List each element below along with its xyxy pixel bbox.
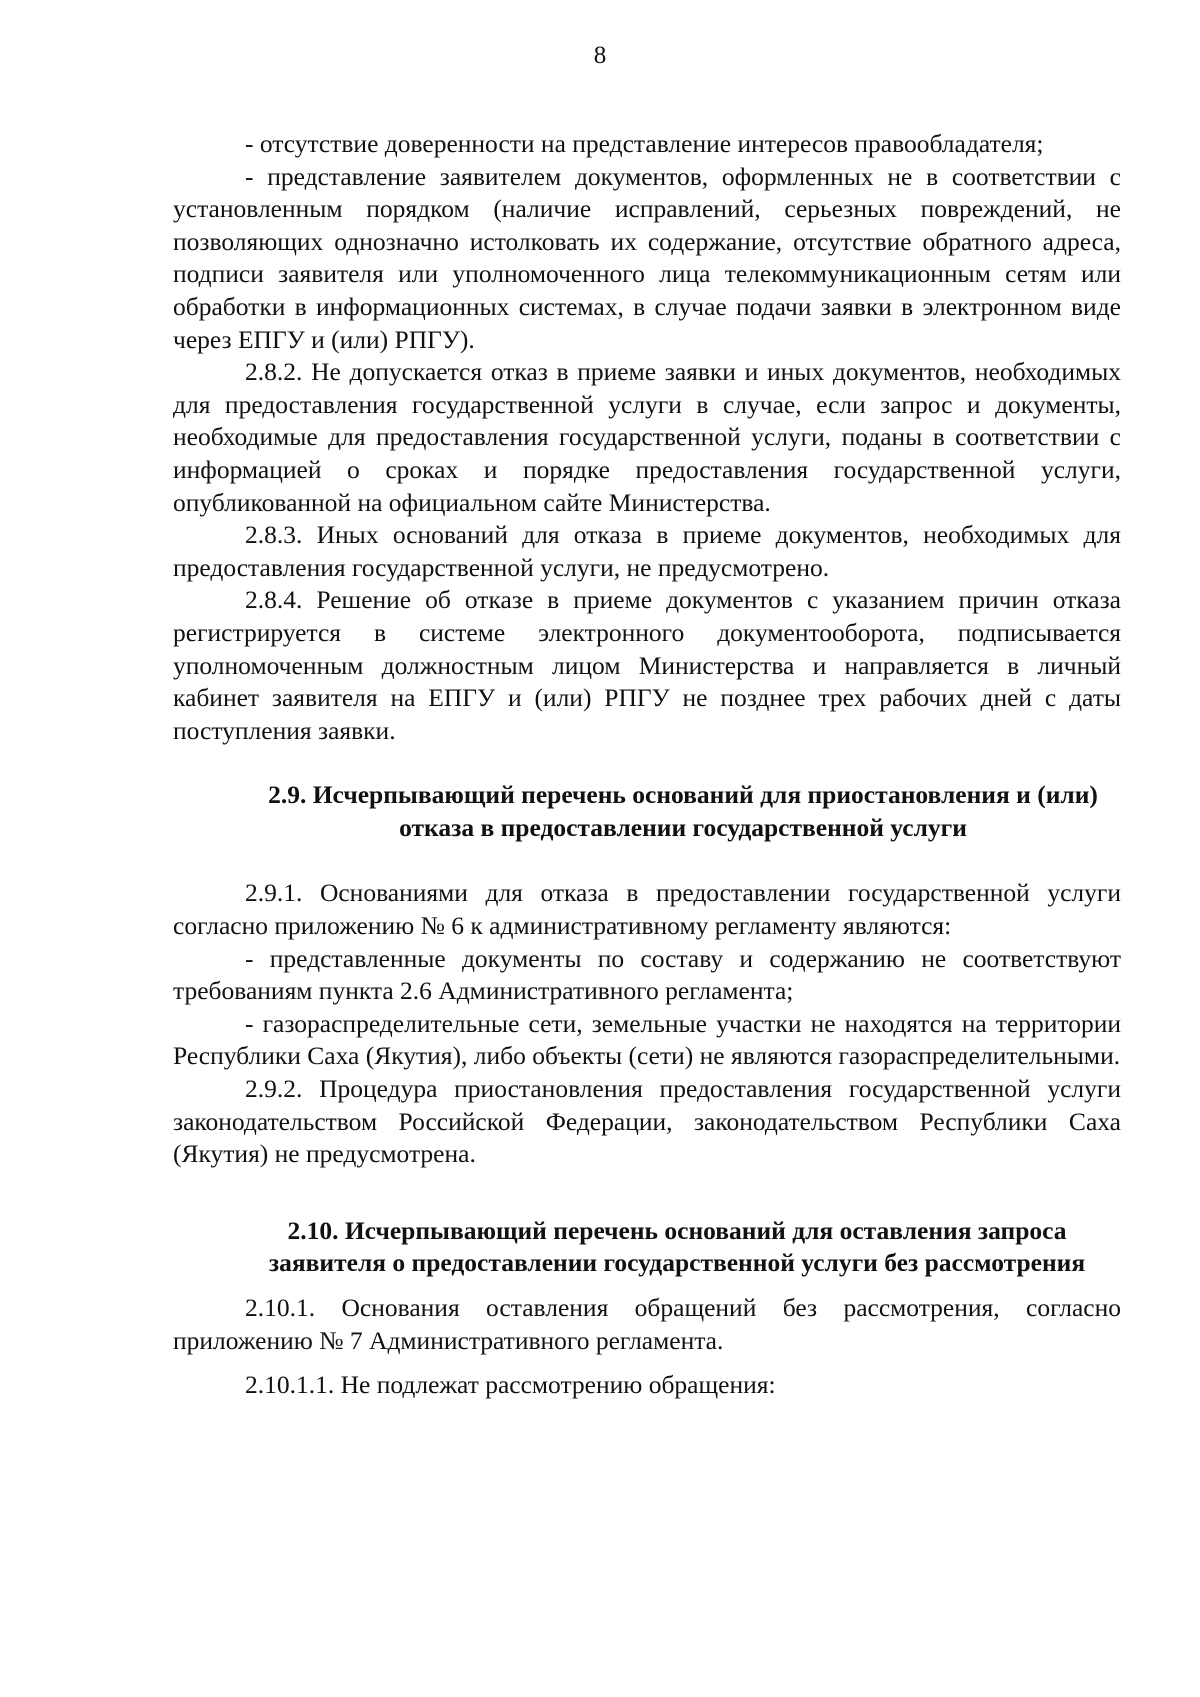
document-body xyxy=(173,128,1121,1402)
paragraph-2-10-1-1: 2.10.1.1. Не подлежат рассмотрению обращения: xyxy=(245,1370,776,1400)
paragraph-2-8-2: 2.8.2. Не допускается отказ в приеме заявки и иных документов, необходимых для предоставления государственной услуги в случае, если запрос и документы, необходимые для предоставления государственной услуги, поданы в соответствии с информацией о сроках и порядке предоставления государственной услуги, опубликованной на официальном сайте Министерства. xyxy=(173,357,1121,517)
heading-2-10: 2.10. Исчерпывающий перечень оснований для оставления запроса заявителя о предоставлении государственной услуги без рассмотрения xyxy=(268,1215,1086,1278)
paragraph-2-9-1: 2.9.1. Основаниями для отказа в предоставлении государственной услуги согласно приложению № 6 к административному регламенту являются: xyxy=(173,878,1121,941)
paragraph-no-power-of-attorney: - отсутствие доверенности на представление интересов правообладателя; xyxy=(245,129,1044,158)
page-number: 8 xyxy=(593,42,607,69)
paragraph-2-8-4: 2.8.4. Решение об отказе в приеме документов с указанием причин отказа регистрируется в системе электронного документооборота, подписывается уполномоченным должностным лицом Министерства и направляется в личный кабинет заявителя на ЕПГУ и (или) РПГУ не позднее трех рабочих дней с даты поступления заявки. xyxy=(173,585,1121,745)
paragraph-2-9-2: 2.9.2. Процедура приостановления предоставления государственной услуги законодательством Российской Федерации, законодательством Республики Саха (Якутия) не предусмотрена. xyxy=(173,1074,1121,1169)
paragraph-documents-mismatch: - представленные документы по составу и содержанию не соответствуют требованиям пункта 2.6 Административного регламента; xyxy=(173,943,1121,1006)
paragraph-2-10-1: 2.10.1. Основания оставления обращений без рассмотрения, согласно приложению № 7 Административного регламента. xyxy=(173,1293,1121,1355)
heading-2-9: 2.9. Исчерпывающий перечень оснований для приостановления и (или) отказа в предоставлении государственной услуги xyxy=(268,780,1098,842)
paragraph-networks-outside-territory: - газораспределительные сети, земельные участки не находятся на территории Республики Саха (Якутия), либо объекты (сети) не являются газораспределительными. xyxy=(173,1008,1121,1071)
paragraph-improper-documents: - представление заявителем документов, оформленных не в соответствии с установленным порядком (наличие исправлений, серьезных повреждений, не позволяющих однозначно истолковать их содержание, отсутствие обратного адреса, подписи заявителя или уполномоченного лица телекоммуникационным сетям или обработки в информационных системах, в случае подачи заявки в электронном виде через ЕПГУ и (или) РПГУ). xyxy=(173,161,1121,354)
paragraph-2-8-3: 2.8.3. Иных оснований для отказа в приеме документов, необходимых для предоставления государственной услуги, не предусмотрено. xyxy=(173,520,1121,582)
